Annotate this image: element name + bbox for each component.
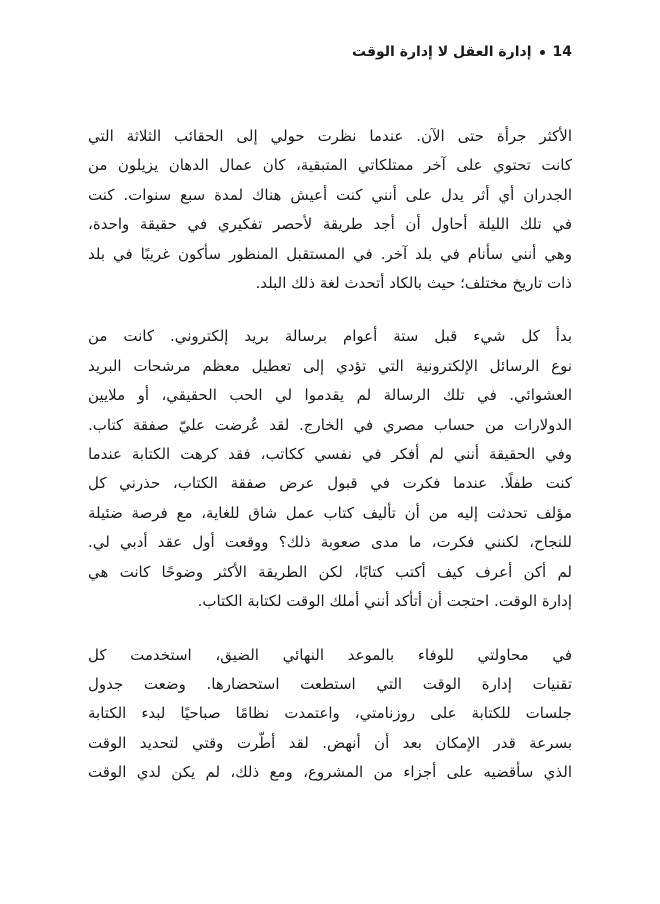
text-line: الجدران أي أثر يدل على أنني كنت أعيش هناك لمدة سبع سنوات. كنت	[88, 185, 572, 204]
paragraph	[88, 322, 572, 616]
text-line: نوع الرسائل الإلكترونية التي تؤدي إلى تعطيل معظم مرشحات البريد	[88, 356, 572, 375]
header-separator-dot	[540, 50, 545, 55]
book-title: إدارة العقل لا إدارة الوقت	[352, 44, 532, 60]
text-line: وهي أنني سأنام في بلد آخر. في المستقبل المنظور سأكون غريبًا في بلد	[88, 244, 572, 263]
text-line: الذي سأقضيه على أجزاء من المشروع، ومع ذلك، لم يكن لدي الوقت	[88, 763, 572, 782]
text-line: كنت طفلًا. عندما فكرت في قبول عرض صفقة الكتاب، حذرني كل	[88, 474, 572, 493]
text-line: لم أكن أعرف كيف أكتب كتابًا، لكن الطريقة الأكثر وضوحًا كانت هي	[88, 562, 572, 581]
text-line: جلسات للكتابة على روزنامتي، واعتمدت نظامًا صباحيًا لبدء الكتابة	[88, 704, 572, 723]
text-line: في محاولتي للوفاء بالموعد النهائي الضيق، استخدمت كل	[88, 645, 572, 664]
text-line: ذات تاريخ مختلف؛ حيث بالكاد أتحدث لغة ذلك البلد.	[255, 274, 572, 293]
running-header	[88, 44, 572, 60]
text-line: كانت تحتوي على آخر ممتلكاتي المتبقية، كان عمال الدهان يزيلون من	[88, 156, 572, 175]
text-line: تقنيات إدارة الوقت التي استطعت استحضارها. وضعت جدول	[88, 674, 572, 693]
text-line: إدارة الوقت. احتجت أن أتأكد أنني أملك الوقت لكتابة الكتاب.	[197, 592, 572, 611]
text-line: وفي الحقيقة أنني لم أفكر في نفسي ككاتب، فقد كرهت الكتابة عندما	[88, 445, 572, 464]
text-line: العشوائي. في تلك الرسالة لم يقدموا لي الحب الحقيقي، أو ملايين	[88, 386, 572, 405]
text-line: بسرعة قدر الإمكان بعد أن أنهض. لقد أطّرت وقتي لتحديد الوقت	[88, 733, 572, 752]
page-number: 14	[552, 44, 572, 60]
text-line: بدأ كل شيء قبل ستة أعوام برسالة بريد إلكتروني. كانت من	[88, 327, 572, 346]
paragraph	[88, 122, 572, 298]
paragraph	[88, 641, 572, 788]
text-line: للنجاح، لكنني فكرت، ما مدى صعوبة ذلك؟ ووقعت أول عقد أدبي لي.	[88, 533, 572, 552]
text-line: الأكثر جرأة حتى الآن. عندما نظرت حولي إلى الحقائب الثلاثة التي	[88, 127, 572, 145]
page-body	[88, 122, 572, 812]
text-line: في تلك الليلة أحاول أن أجد طريقة لأحصر تفكيري في حقيقة واحدة،	[88, 215, 572, 234]
text-line: مؤلف تحدثت إليه من أن تأليف كتاب عمل شاق للغاية، مع فرصة ضئيلة	[88, 503, 572, 522]
text-line: الدولارات من حساب مصري في الخارج. لقد عُرضت عليّ صفقة كتاب.	[88, 415, 572, 434]
